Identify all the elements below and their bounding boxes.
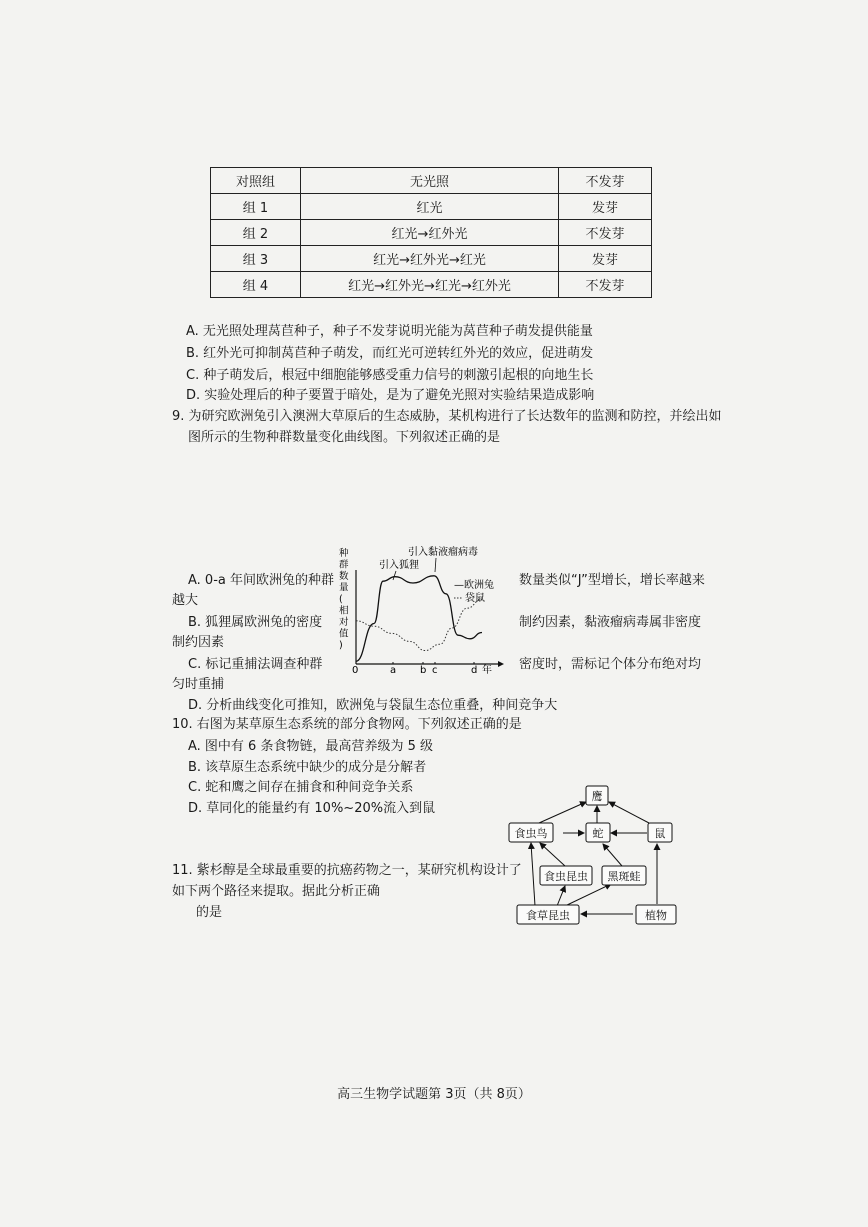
chart-ylabel-char: (	[339, 594, 343, 605]
chart-ylabel-char: 值	[339, 628, 349, 640]
arrow-herbivore-to-bird	[531, 843, 535, 906]
experiment-table	[210, 167, 652, 298]
table-row	[211, 168, 652, 194]
table-cell: 不发芽	[559, 272, 652, 298]
annotation-fox: 引入狐狸	[379, 560, 419, 571]
tick-a: a	[390, 665, 397, 675]
chart-ylabel-char: 种	[339, 548, 349, 559]
tick-b: b	[420, 665, 427, 675]
chart-ylabel-char: )	[339, 640, 343, 651]
q9-stem-line2: 图所示的生物种群数量变化曲线图。下列叙述正确的是	[188, 430, 501, 445]
node-bird: 食虫鸟	[514, 827, 548, 840]
q9-option-a-left: A. 0-a 年间欧洲兔的种群	[188, 573, 334, 588]
q9-option-d: D. 分析曲线变化可推知，欧洲兔与袋鼠生态位重叠，种间竞争大	[188, 698, 558, 713]
node-herbivore: 食草昆虫	[526, 909, 570, 922]
q8-option-d: D. 实验处理后的种子要置于暗处，是为了避免光照对实验结果造成影响	[186, 388, 595, 403]
node-frog: 黑斑蛙	[607, 870, 641, 883]
table-cell: 不发芽	[559, 168, 652, 194]
legend-kangaroo: 袋鼠	[465, 593, 485, 604]
chart-ylabel	[339, 547, 349, 651]
q10-option-d: D. 草同化的能量约有 10%~20%流入到鼠	[188, 801, 436, 816]
table-row	[211, 246, 652, 272]
chart-ylabel-char: 数	[339, 571, 349, 582]
q10-option-b: B. 该草原生态系统中缺少的成分是分解者	[188, 760, 427, 775]
tick-d: d	[471, 665, 478, 675]
chart-ylabel-char: 群	[339, 559, 349, 571]
table-cell: 组 4	[211, 272, 301, 298]
q11-line1: 11. 紫杉醇是全球最重要的抗癌药物之一，某研究机构设计了	[172, 863, 522, 878]
arrow-herbivore-to-frog	[565, 884, 611, 906]
q9-option-b-left: B. 狐狸属欧洲兔的密度	[188, 615, 323, 630]
node-mouse: 鼠	[654, 827, 666, 840]
q11-line3: 的是	[196, 905, 223, 920]
table-row	[211, 220, 652, 246]
food-web-diagram	[505, 780, 700, 930]
arrow-bird-to-eagle	[539, 802, 586, 823]
table-cell: 不发芽	[559, 220, 652, 246]
q8-option-a: A. 无光照处理莴苣种子，种子不发芽说明光能为莴苣种子萌发提供能量	[186, 324, 593, 339]
q11-line2: 如下两个路径来提取。据此分析正确	[172, 884, 381, 899]
q8-option-b: B. 红外光可抑制莴苣种子萌发，而红光可逆转红外光的效应，促进萌发	[186, 346, 594, 361]
table-cell: 红光	[301, 194, 559, 220]
table-cell: 发芽	[559, 194, 652, 220]
chart-xlabel: 年	[482, 665, 492, 675]
arrow-herbivore-to-insecteater	[557, 886, 565, 906]
series-line-kangaroo	[356, 599, 482, 650]
table-cell: 组 2	[211, 220, 301, 246]
table-cell: 红光→红外光→红光	[301, 246, 559, 272]
q9-option-a-right: 数量类似“J”型增长，增长率越来	[519, 573, 705, 588]
annotation-virus: 引入黏液瘤病毒	[408, 547, 478, 558]
annotation-fox-pointer	[393, 571, 396, 580]
table-cell: 红光→红外光→红光→红外光	[301, 272, 559, 298]
annotation-virus-pointer	[435, 558, 436, 572]
page-footer: 高三生物学试题第 3页（共 8页）	[337, 1087, 531, 1102]
chart-ylabel-char: 相	[339, 605, 349, 617]
q9-option-c-left: C. 标记重捕法调查种群	[188, 657, 323, 672]
table-cell: 组 3	[211, 246, 301, 272]
table-cell: 无光照	[301, 168, 559, 194]
q9-option-b-cont: 制约因素	[172, 635, 225, 650]
arrow-mouse-to-eagle	[609, 802, 649, 823]
tick-0: 0	[352, 665, 359, 675]
table-cell: 组 1	[211, 194, 301, 220]
legend-rabbit: —欧洲兔	[454, 580, 494, 591]
q9-stem-line1: 9. 为研究欧洲兔引入澳洲大草原后的生态威胁，某机构进行了长达数年的监测和防控，并绘出如	[172, 409, 722, 424]
q10-option-a: A. 图中有 6 条食物链，最高营养级为 5 级	[188, 739, 434, 754]
node-eagle: 鹰	[591, 790, 603, 803]
population-chart	[336, 540, 506, 675]
tick-c: c	[432, 665, 438, 675]
table-cell: 对照组	[211, 168, 301, 194]
table-cell: 红光→红外光	[301, 220, 559, 246]
q9-option-c-right: 密度时，需标记个体分布绝对均	[519, 657, 702, 672]
table-cell: 发芽	[559, 246, 652, 272]
node-plant: 植物	[645, 909, 667, 922]
q10-option-c: C. 蛇和鹰之间存在捕食和种间竞争关系	[188, 780, 414, 795]
arrow-insecteater-to-bird	[540, 843, 565, 866]
q9-option-a-cont: 越大	[172, 593, 199, 608]
q10-stem: 10. 右图为某草原生态系统的部分食物网。下列叙述正确的是	[172, 717, 522, 732]
q8-option-c: C. 种子萌发后，根冠中细胞能够感受重力信号的刺激引起根的向地生长	[186, 368, 594, 383]
q9-option-b-right: 制约因素，黏液瘤病毒属非密度	[519, 615, 702, 630]
table-row	[211, 272, 652, 298]
q9-option-c-cont: 匀时重捕	[172, 677, 225, 692]
arrow-frog-to-snake	[603, 844, 622, 866]
chart-ylabel-char: 量	[339, 582, 349, 594]
chart-ylabel-char: 对	[339, 617, 349, 628]
chart-x-axis-arrow	[498, 661, 504, 667]
table-row	[211, 194, 652, 220]
node-insecteater: 食虫昆虫	[544, 870, 588, 883]
node-snake: 蛇	[592, 827, 604, 840]
